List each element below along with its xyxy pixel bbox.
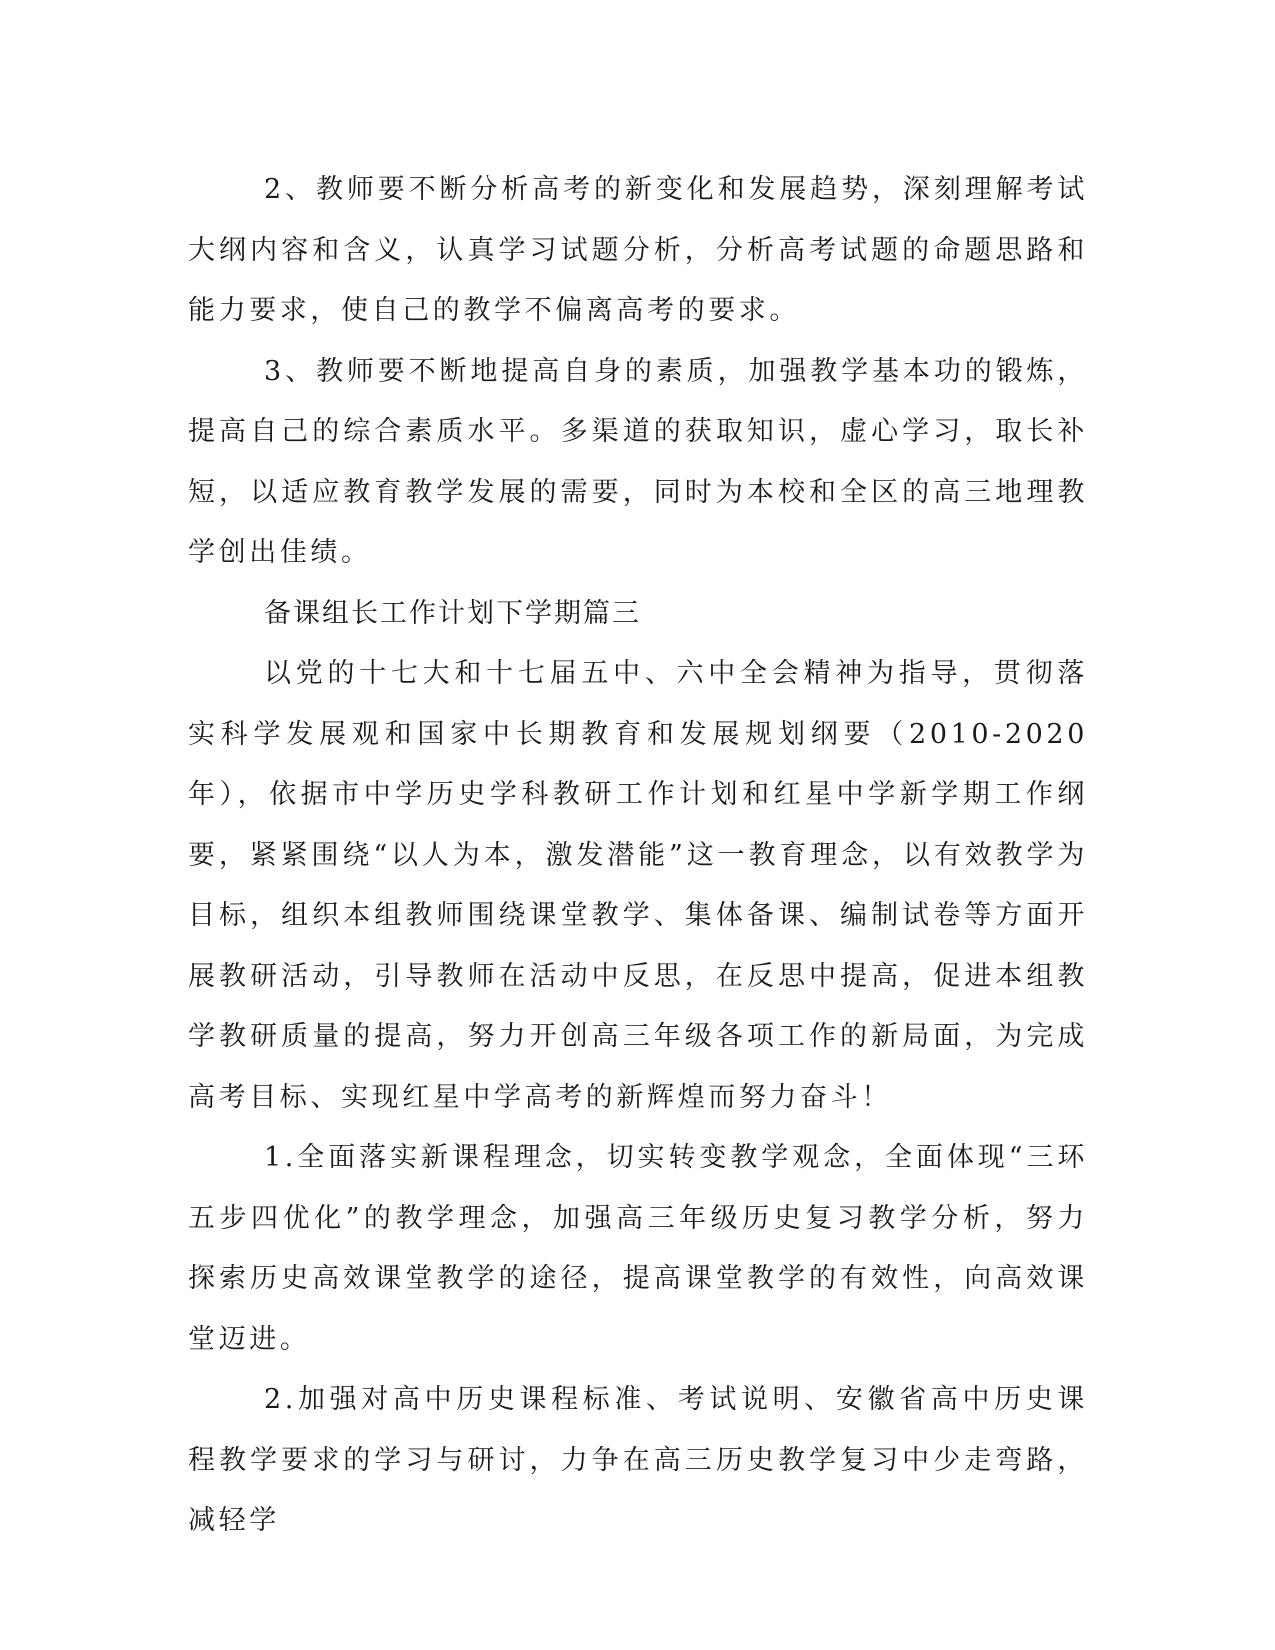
paragraph-teacher-exam-analysis: 2、教师要不断分析高考的新变化和发展趋势，深刻理解考试大纲内容和含义，认真学习试题分析，分析高考试题的命题思路和能力要求，使自己的教学不偏离高考的要求。: [188, 174, 1088, 326]
paragraph-guiding-principle: 以党的十七大和十七届五中、六中全会精神为指导，贯彻落实科学发展观和国家中长期教育和发展规划纲要（2010-2020年），依据市中学历史学科教研工作计划和红星中学新学期工作纲要，紧紧围绕“以人为本，激发潜能”这一教育理念，以有效教学为目标，组织本组教师围绕课堂教学、集体备课、编制试卷等方面开展教研活动，引导教师在活动中反思，在反思中提高，促进本组教学教研质量的提高，努力开创高三年级各项工作的新局面，为完成高考目标、实现红星中学高考的新辉煌而努力奋斗！: [188, 658, 1088, 1113]
paragraph-teacher-quality: 3、教师要不断地提高自身的素质，加强教学基本功的锻炼，提高自己的综合素质水平。多渠道的获取知识，虚心学习，取长补短，以适应教育教学发展的需要，同时为本校和全区的高三地理教学创出佳绩。: [188, 355, 1088, 568]
paragraph-item-1: 1.全面落实新课程理念，切实转变教学观念，全面体现“三环五步四优化”的教学理念，加强高三年级历史复习教学分析，努力探索历史高效课堂教学的途径，提高课堂教学的有效性，向高效课堂迈进。: [188, 1142, 1088, 1355]
paragraph-item-2: 2.加强对高中历史课程标准、考试说明、安徽省高中历史课程教学要求的学习与研讨，力争在高三历史教学复习中少走弯路，减轻学: [188, 1384, 1088, 1536]
section-heading: 备课组长工作计划下学期篇三: [264, 597, 641, 629]
document-body: [188, 160, 1088, 1552]
